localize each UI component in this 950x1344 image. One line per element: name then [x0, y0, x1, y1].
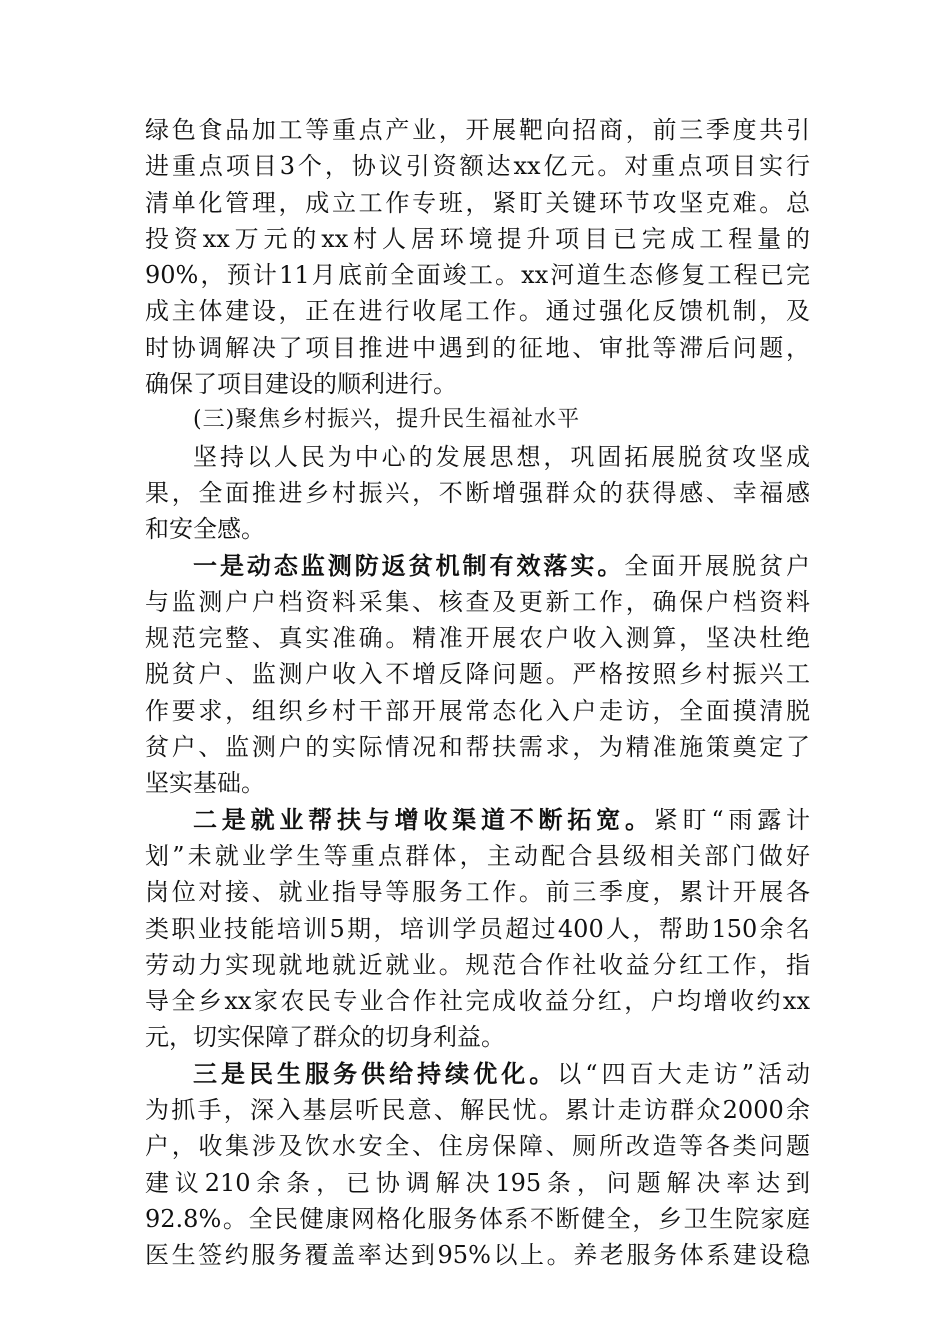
- paragraph-first-line: [145, 1056, 810, 1092]
- paragraph-line: 时协调解决了项目推进中遇到的征地、审批等滞后问题，: [145, 333, 810, 362]
- paragraph-line: 坚实基础。: [145, 769, 265, 798]
- paragraph-line: 作要求，组织乡村干部开展常态化入户走访，全面摸清脱: [145, 696, 810, 725]
- paragraph-line: 户，收集涉及饮水安全、住房保障、厕所改造等各类问题: [145, 1132, 810, 1161]
- paragraph-line: 为抓手，深入基层听民意、解民忧。累计走访群众2000余: [145, 1096, 810, 1125]
- paragraph-line: 劳动力实现就地就近就业。规范合作社收益分红工作，指: [145, 950, 810, 979]
- section-heading: (三)聚焦乡村振兴，提升民生福祉水平: [193, 407, 581, 433]
- paragraph-line: 规范完整、真实准确。精准开展农户收入测算，坚决杜绝: [145, 624, 810, 653]
- paragraph-line: 医生签约服务覆盖率达到95%以上。养老服务体系建设稳: [145, 1241, 810, 1270]
- paragraph-first-line: [145, 802, 810, 838]
- paragraph-line: 贫户、监测户的实际情况和帮扶需求，为精准施策奠定了: [145, 733, 810, 762]
- paragraph-text: 以“四百大走访”活动: [557, 1059, 810, 1088]
- paragraph-line: 类职业技能培训5期，培训学员超过400人，帮助150余名: [145, 914, 810, 943]
- paragraph-line: 脱贫户、监测户收入不增反降问题。严格按照乡村振兴工: [145, 660, 810, 689]
- paragraph-line: 90%，预计11月底前全面竣工。xx河道生态修复工程已完: [145, 261, 810, 290]
- bold-lead: 二是就业帮扶与增收渠道不断拓宽。: [193, 805, 654, 834]
- paragraph-line: 与监测户户档资料采集、核查及更新工作，确保户档资料: [145, 587, 810, 616]
- paragraph-line: 进重点项目3个，协议引资额达xx亿元。对重点项目实行: [145, 152, 810, 181]
- paragraph-text: 紧盯“雨露计: [653, 805, 810, 834]
- bold-lead: 一是动态监测防返贫机制有效落实。: [193, 551, 625, 580]
- paragraph-line: 果，全面推进乡村振兴，不断增强群众的获得感、幸福感: [145, 478, 810, 507]
- paragraph-line: 元，切实保障了群众的切身利益。: [145, 1023, 505, 1052]
- paragraph-line: 坚持以人民为中心的发展思想，巩固拓展脱贫攻坚成: [193, 442, 810, 471]
- paragraph-line: 建议210余条，已协调解决195条，问题解决率达到: [145, 1168, 810, 1197]
- paragraph-first-line: [145, 548, 810, 584]
- paragraph-line: 清单化管理，成立工作专班，紧盯关键环节攻坚克难。总: [145, 188, 810, 217]
- paragraph-line: 和安全感。: [145, 515, 265, 544]
- paragraph-line: 确保了项目建设的顺利进行。: [145, 370, 457, 399]
- paragraph-line: 划”未就业学生等重点群体，主动配合县级相关部门做好: [145, 841, 810, 870]
- paragraph-line: 绿色食品加工等重点产业，开展靶向招商，前三季度共引: [145, 116, 810, 144]
- paragraph-line: 投资xx万元的xx村人居环境提升项目已完成工程量的: [145, 224, 810, 253]
- paragraph-line: 成主体建设，正在进行收尾工作。通过强化反馈机制，及: [145, 297, 810, 326]
- paragraph-line: 92.8%。全民健康网格化服务体系不断健全，乡卫生院家庭: [145, 1204, 810, 1233]
- paragraph-line: 导全乡xx家农民专业合作社完成收益分红，户均增收约xx: [145, 987, 810, 1016]
- document-body: [145, 112, 810, 1274]
- bold-lead: 三是民生服务供给持续优化。: [193, 1059, 558, 1088]
- paragraph-line: 岗位对接、就业指导等服务工作。前三季度，累计开展各: [145, 878, 810, 907]
- paragraph-text: 全面开展脱贫户: [624, 551, 810, 580]
